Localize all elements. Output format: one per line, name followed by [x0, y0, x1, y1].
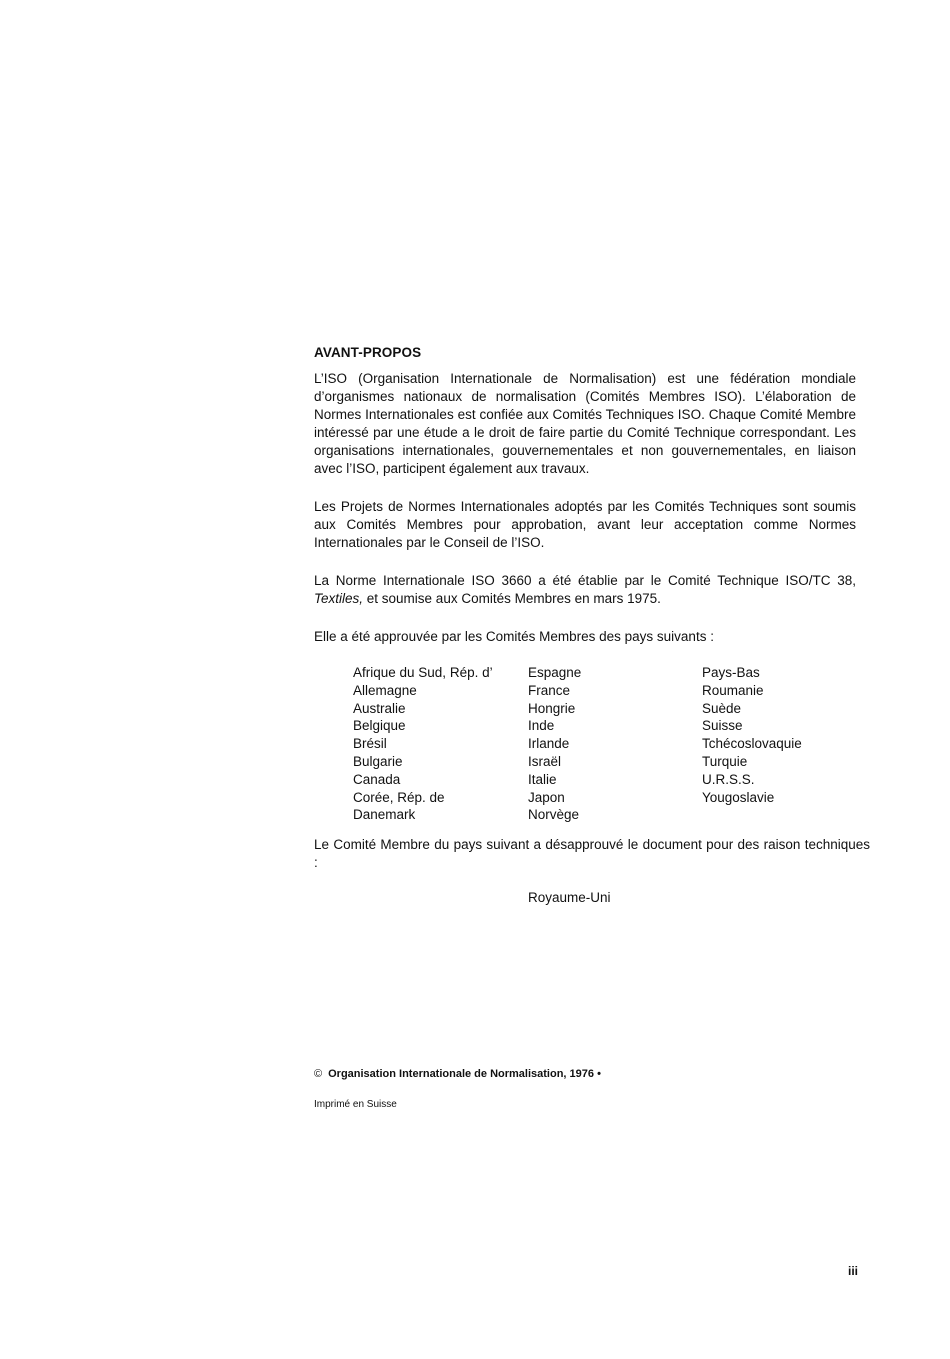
country-item: Israël — [528, 753, 562, 769]
country-item: Japon — [528, 789, 565, 805]
paragraph-dissent: Le Comité Membre du pays suivant a désapprouvé le document pour des raison techniques : — [314, 837, 870, 870]
country-item: Canada — [353, 771, 401, 787]
country-column-1 — [353, 664, 493, 824]
origin-text-end: et soumise aux Comités Membres en mars 1975. — [363, 591, 661, 606]
country-item: Corée, Rép. de — [353, 789, 445, 805]
country-item: Tchécoslovaquie — [702, 736, 802, 752]
paragraph-approval-list-intro: Elle a été approuvée par les Comités Membres des pays suivants : — [314, 629, 714, 644]
country-item: Brésil — [353, 736, 387, 752]
country-item: Pays-Bas — [702, 665, 760, 680]
country-item: Danemark — [353, 807, 416, 823]
country-item: Suède — [702, 700, 742, 716]
country-item: Allemagne — [353, 682, 417, 698]
country-item: Italie — [528, 771, 557, 787]
country-item: Irlande — [528, 736, 570, 752]
foreword-heading: AVANT-PROPOS — [314, 345, 422, 360]
origin-text-start: La Norme Internationale ISO 3660 a été établie par le Comité Technique ISO/TC 38, — [314, 573, 856, 588]
copyright-text: Organisation Internationale de Normalisation, 1976 • — [328, 1068, 601, 1080]
country-item: Espagne — [528, 665, 582, 680]
dissenting-country: Royaume-Uni — [528, 890, 611, 905]
copyright-notice — [314, 1068, 601, 1080]
country-item: Suisse — [702, 718, 743, 734]
page-number: iii — [848, 1264, 859, 1278]
country-item: Roumanie — [702, 682, 764, 698]
country-item: Afrique du Sud, Rép. d’ — [353, 665, 493, 680]
country-item: Turquie — [702, 753, 748, 769]
copyright-symbol: © — [314, 1068, 323, 1080]
country-item: U.R.S.S. — [702, 771, 755, 787]
committee-title: Textiles, — [314, 591, 364, 606]
foreword-section — [314, 345, 870, 905]
approving-countries — [353, 664, 856, 823]
printed-in-note: Imprimé en Suisse — [314, 1099, 397, 1110]
country-item: France — [528, 682, 571, 698]
country-item: Inde — [528, 718, 555, 734]
country-item: Yougoslavie — [702, 789, 775, 805]
paragraph-standard-origin — [314, 572, 856, 608]
paragraph-approval-process: Les Projets de Normes Internationales adoptés par les Comités Techniques sont soumis aux Comités Membres pour approbation, avant leur acceptation comme Normes Internationales par le Conseil de l’ISO. — [314, 499, 856, 550]
country-column-3 — [702, 664, 802, 806]
paragraph-iso-intro: L’ISO (Organisation Internationale de Normalisation) est une fédération mondiale d’organismes nationaux de normalisation (Comités Membres ISO). L’élaboration de Normes Internationales est confiée aux Comités Techniques ISO. Chaque Comité Membre intéressé par une étude a le droit de faire partie du Comité Technique correspondant. Les organisations internationales, gouvernementales et non gouvernementales, en liaison avec l’ISO, participent également aux travaux. — [314, 371, 856, 476]
country-column-2 — [528, 664, 581, 824]
country-item: Hongrie — [528, 700, 576, 716]
country-item: Bulgarie — [353, 753, 403, 769]
country-item: Norvège — [528, 807, 580, 823]
country-item: Belgique — [353, 718, 406, 734]
country-item: Australie — [353, 700, 406, 716]
